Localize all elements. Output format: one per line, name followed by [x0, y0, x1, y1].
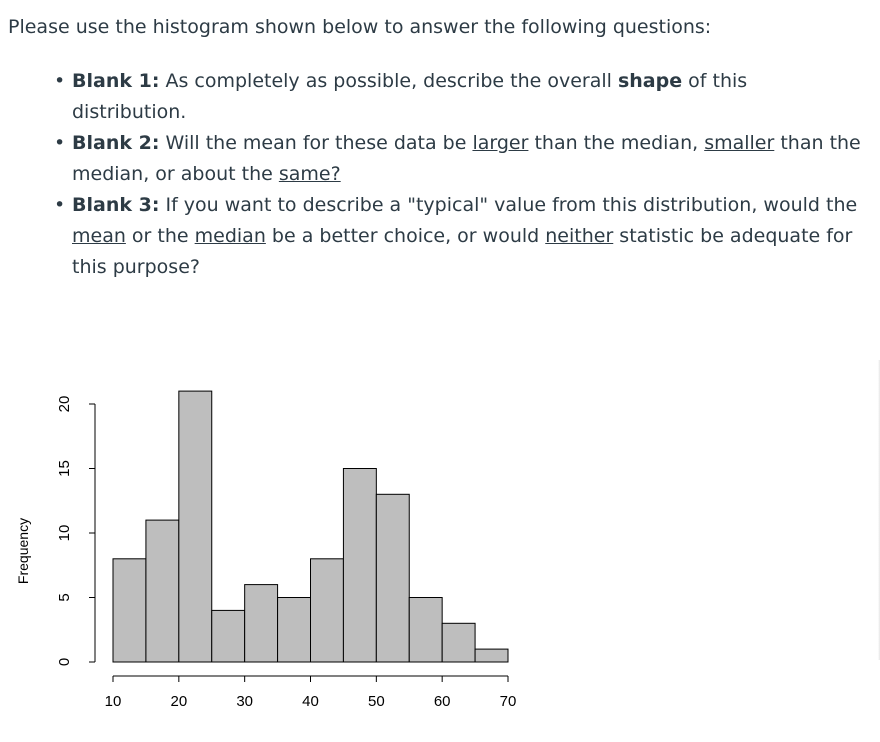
y-tick-label: 0: [56, 657, 73, 667]
question-item: [72, 128, 862, 190]
x-axis: [105, 676, 517, 710]
y-tick-label: 10: [56, 524, 73, 542]
y-tick-label: 5: [56, 593, 73, 602]
question-text: of this distribution.: [72, 70, 748, 123]
question-text: statistic be adequate for this purpose?: [72, 225, 853, 278]
question-text: than the median, or about the: [72, 132, 861, 185]
x-tick-label: 70: [499, 693, 517, 710]
question-list: [72, 66, 862, 283]
question-text: be a better choice, or would: [265, 225, 546, 247]
question-text: As completely as possible, describe the overall: [159, 70, 618, 92]
histogram-bar: [475, 649, 508, 662]
y-tick-label: 20: [56, 395, 73, 413]
y-axis-label: Frequency: [15, 517, 31, 585]
question-label: Blank 3:: [72, 194, 160, 216]
x-tick-label: 50: [367, 693, 385, 710]
question-text: than the median,: [528, 132, 705, 154]
x-tick-label: 60: [433, 693, 451, 710]
underlined-term: mean: [72, 225, 126, 247]
histogram-bar: [343, 469, 376, 663]
histogram-bar: [278, 598, 311, 663]
histogram-bar: [376, 494, 409, 662]
histogram-bar: [442, 623, 475, 662]
histogram-bar: [146, 520, 179, 662]
histogram-bar: [409, 598, 442, 663]
y-tick-label: 15: [56, 460, 73, 477]
question-item: [72, 190, 862, 283]
x-tick-label: 30: [236, 693, 254, 710]
histogram-bars: [113, 391, 508, 662]
x-tick-label: 20: [170, 693, 188, 710]
histogram-bar: [113, 559, 146, 662]
question-text: Will the mean for these data be: [159, 132, 473, 154]
question-text: or the: [125, 225, 195, 247]
histogram-bar: [212, 610, 245, 662]
question-label: Blank 2:: [72, 132, 160, 154]
x-tick-label: 40: [302, 693, 319, 710]
y-axis: [56, 396, 95, 667]
histogram-chart: [0, 380, 560, 742]
question-item: [72, 66, 862, 128]
x-tick-label: 10: [104, 693, 122, 710]
underlined-term: smaller: [704, 132, 775, 154]
underlined-term: median: [194, 225, 266, 247]
histogram-bar: [179, 391, 212, 662]
underlined-term: same?: [278, 163, 341, 185]
instructions-text: Please use the histogram shown below to answer the following questions:: [8, 16, 712, 38]
question-text: If you want to describe a "typical" value from this distribution, would the: [159, 194, 858, 216]
question-label: Blank 1:: [72, 70, 160, 92]
underlined-term: neither: [545, 225, 614, 247]
underlined-term: larger: [472, 132, 529, 154]
bold-term: shape: [617, 70, 683, 92]
histogram-bar: [245, 585, 278, 662]
histogram-bar: [311, 559, 344, 662]
